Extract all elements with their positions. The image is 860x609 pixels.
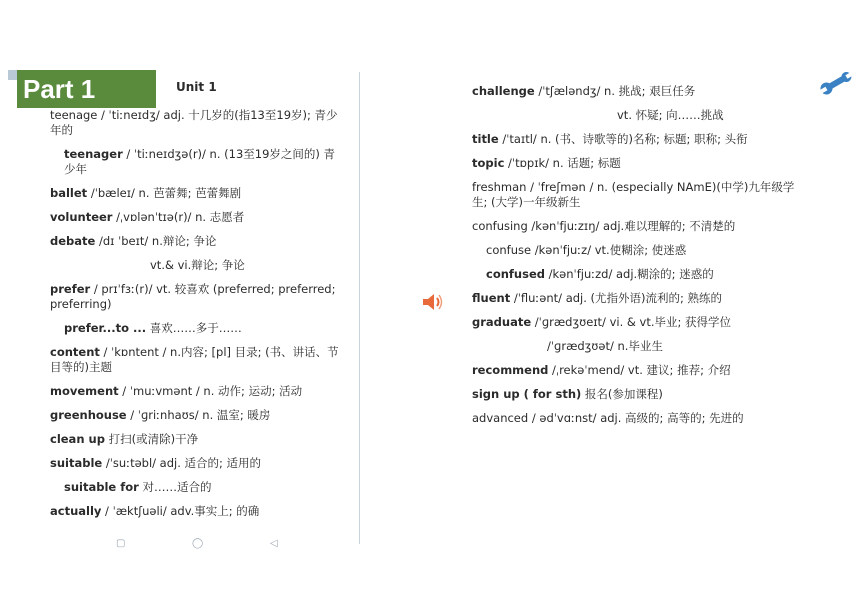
vocab-definition: / ˈtiːneɪdʒə(r)/ n. (13至19岁之间的) 青少年 [64, 147, 336, 176]
vocab-definition: /ˌrekəˈmend/ vt. 建议; 推荐; 介绍 [548, 363, 731, 377]
vocab-entry [472, 267, 802, 282]
vocab-word: content [50, 345, 100, 359]
vocab-entry [50, 432, 345, 447]
vocab-definition: confusing /kənˈfjuːzɪŋ/ adj.难以理解的; 不清楚的 [472, 219, 736, 233]
unit-heading: Unit 1 [176, 80, 217, 94]
vocab-entry [472, 411, 802, 426]
vocab-entry [472, 339, 802, 354]
vocab-definition: /ˈtɒpɪk/ n. 话题; 标题 [504, 156, 621, 170]
circle-icon: ◯ [192, 538, 204, 549]
vocab-word: debate [50, 234, 96, 248]
vocab-entry [50, 345, 345, 375]
vocab-definition: /ˈtaɪtl/ n. (书、诗歌等的)名称; 标题; 职称; 头衔 [498, 132, 748, 146]
vocab-word: confused [486, 267, 545, 281]
vocab-definition: 打扫(或清除)干净 [104, 432, 199, 446]
vocab-entry [472, 156, 802, 171]
vocab-definition: / ˈæktʃuəli/ adv.事实上; 的确 [101, 504, 260, 518]
vocab-entry [472, 315, 802, 330]
vocab-word: clean up [50, 432, 105, 446]
vocab-definition: confuse /kənˈfjuːz/ vt.使糊涂; 使迷惑 [486, 243, 687, 257]
vocab-entry [50, 321, 345, 336]
vocab-definition: 报名(参加课程) [581, 387, 663, 401]
bottom-nav-remnant [110, 538, 300, 548]
vocab-definition: freshman / ˈfreʃmən / n. (especially NAmE)(中学)九年级学生; (大学)一年级新生 [472, 180, 795, 209]
back-icon: ◁ [270, 538, 278, 549]
vocab-word: suitable [50, 456, 103, 470]
vocab-word: challenge [472, 84, 535, 98]
vocab-definition: 对……适合的 [138, 480, 212, 494]
vocab-entry [472, 363, 802, 378]
vocab-entry [472, 132, 802, 147]
vocab-entry [50, 147, 345, 177]
vocab-entry [50, 234, 345, 249]
vocab-word: prefer...to ... [64, 321, 147, 335]
vocab-entry [472, 387, 802, 402]
vocab-entry [472, 180, 802, 210]
column-divider [359, 72, 360, 544]
vocab-definition: /ˈfluːənt/ adj. (尤指外语)流利的; 熟练的 [510, 291, 723, 305]
vocab-entry [50, 108, 345, 138]
vocab-word: sign up ( for sth) [472, 387, 582, 401]
vocab-word: recommend [472, 363, 549, 377]
vocab-entry [50, 504, 345, 519]
vocab-word: prefer [50, 282, 91, 296]
vocab-word: fluent [472, 291, 511, 305]
vocab-entry [472, 243, 802, 258]
vocab-definition: / ˈɡriːnhaʊs/ n. 温室; 暖房 [126, 408, 271, 422]
vocab-entry [50, 282, 345, 312]
vocab-definition: /ˈtʃæləndʒ/ n. 挑战; 艰巨任务 [534, 84, 696, 98]
vocab-entry [472, 84, 802, 99]
vocab-definition: /ˌvɒlənˈtɪə(r)/ n. 志愿者 [112, 210, 245, 224]
vocab-definition: teenage / ˈtiːneɪdʒ/ adj. 十几岁的(指13至19岁); 青少年的 [50, 108, 338, 137]
vocab-entry [50, 210, 345, 225]
vocab-definition: vt.& vi.辩论; 争论 [150, 258, 245, 272]
vocab-word: suitable for [64, 480, 139, 494]
vocab-word: ballet [50, 186, 88, 200]
vocab-word: graduate [472, 315, 532, 329]
vocab-entry [50, 408, 345, 423]
vocab-definition: 喜欢……多于…… [146, 321, 242, 335]
vocab-entry [50, 456, 345, 471]
vocab-entry [50, 258, 345, 273]
vocab-entry [50, 480, 345, 495]
vocab-definition: /ˈɡrædʒʊeɪt/ vi. & vt.毕业; 获得学位 [531, 315, 732, 329]
vocab-entry [50, 384, 345, 399]
vocab-definition: /kənˈfjuːzd/ adj.糊涂的; 迷惑的 [544, 267, 714, 281]
right-vocab-column [472, 84, 802, 435]
vocab-definition: / prɪˈfɜː(r)/ vt. 较喜欢 (preferred; preferred; preferring) [50, 282, 336, 311]
vocab-word: topic [472, 156, 505, 170]
vocab-entry [472, 219, 802, 234]
wrench-icon[interactable] [818, 68, 854, 98]
speaker-icon[interactable] [420, 290, 444, 314]
vocab-entry [472, 108, 802, 123]
vocab-definition: /dɪ ˈbeɪt/ n.辩论; 争论 [95, 234, 217, 248]
vocab-word: actually [50, 504, 102, 518]
vocab-definition: vt. 怀疑; 向……挑战 [617, 108, 724, 122]
vocab-entry [50, 186, 345, 201]
vocab-definition: / ˈmuːvmənt / n. 动作; 运动; 活动 [118, 384, 303, 398]
vocab-word: volunteer [50, 210, 113, 224]
vocab-word: greenhouse [50, 408, 127, 422]
vocab-definition: /ˈsuːtəbl/ adj. 适合的; 适用的 [102, 456, 262, 470]
vocab-definition: /ˈɡrædʒʊət/ n.毕业生 [547, 339, 663, 353]
square-icon: ▢ [116, 538, 126, 549]
vocab-word: movement [50, 384, 119, 398]
vocab-definition: advanced / ədˈvɑːnst/ adj. 高级的; 高等的; 先进的 [472, 411, 744, 425]
vocab-entry [472, 291, 802, 306]
left-vocab-column [50, 108, 345, 528]
vocab-word: teenager [64, 147, 123, 161]
vocab-word: title [472, 132, 499, 146]
part-badge: Part 1 [17, 70, 156, 108]
vocab-definition: / ˈkɒntent / n.内容; [pl] 目录; (书、讲话、节目等的)主题 [50, 345, 339, 374]
vocab-definition: /ˈbæleɪ/ n. 芭蕾舞; 芭蕾舞剧 [87, 186, 242, 200]
